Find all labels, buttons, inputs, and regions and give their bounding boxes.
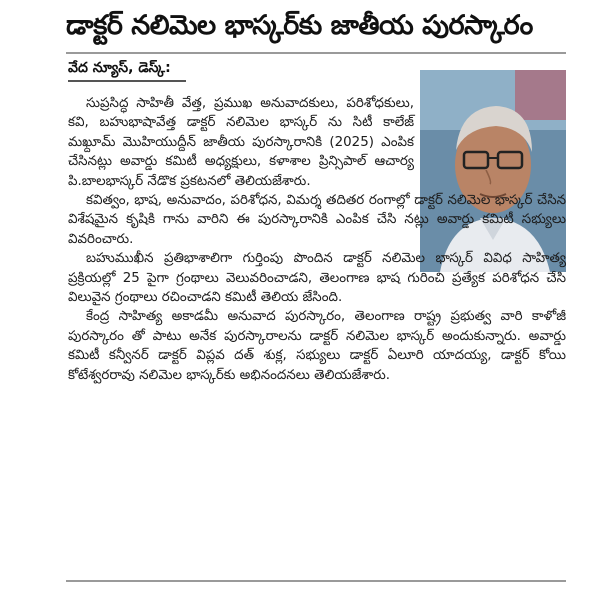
byline: వేద న్యూస్, డెస్క్: xyxy=(68,60,171,76)
bottom-rule xyxy=(66,580,566,582)
paragraph-4: కేంద్ర సాహిత్య అకాడమీ అనువాద పురస్కారం, తెలంగాణ రాష్ట్ర ప్రభుత్వ వారి కాళోజీ పురస్కారం తో పాటు అనేక పురస్కారాలను డాక్టర్ నలిమెల భాస్కర్ అందుకున్నారు. అవార్డు కమిటీ కన్వీనర్ డాక్టర్ విప్లవ దత్ శుక్ల, సభ్యులు డాక్టర్ ఏలూరి యాదయ్య, డాక్టర్ కోయి కోటేశ్వరరావు నలిమెల భాస్కర్‌కు అభినందనలు తెలియజేశారు. xyxy=(68,309,566,383)
byline-underline xyxy=(68,80,186,82)
headline: డాక్టర్ నలిమెల భాస్కర్‌కు జాతీయ పురస్కారం xyxy=(66,10,533,41)
headline-rule xyxy=(66,52,566,54)
paragraph-3: బహుముఖీన ప్రతిభాశాలిగా గుర్తింపు పొందిన డాక్టర్ నలిమెల భాస్కర్ వివిధ సాహిత్య ప్రక్రియల్లో 25 పైగా గ్రంథాలు వెలువరించాడని, తెలంగాణ భాష గురించి ప్రత్యేక పరిశోధన చేసి విలువైన గ్రంథాలు రచించాడని కమిటీ తెలియ జేసింది. xyxy=(68,251,566,306)
paragraph-1: సుప్రసిద్ధ సాహితీ వేత్త, ప్రముఖ అనువాదకులు, పరిశోధకులు, కవి, బహుభాషావేత్త డాక్టర్ నలిమెల భాస్కర్ ను సిటీ కాలేజ్ మఖ్దూమ్ మొహియుద్దీన్ జాతీయ పురస్కారానికి (2025) ఎంపిక చేసినట్లు అవార్డు కమిటీ అధ్యక్షులు, కళాశాల ప్రిన్సిపాల్ ఆచార్య పి.బాలభాస్కర్ నేడొక ప్రకటనలో తెలియజేశారు. xyxy=(68,96,414,189)
paragraph-2: కవిత్వం, భాష, అనువాదం, పరిశోధన, విమర్శ తదితర రంగాల్లో డాక్టర్ నలిమెల భాస్కర్ చేసిన విశేషమైన కృషికి గాను వారిని ఈ పురస్కారానికి ఎంపిక చేసి నట్లు అవార్డు కమిటీ సభ్యులు వివరించారు. xyxy=(68,193,566,247)
article-body xyxy=(68,94,566,385)
